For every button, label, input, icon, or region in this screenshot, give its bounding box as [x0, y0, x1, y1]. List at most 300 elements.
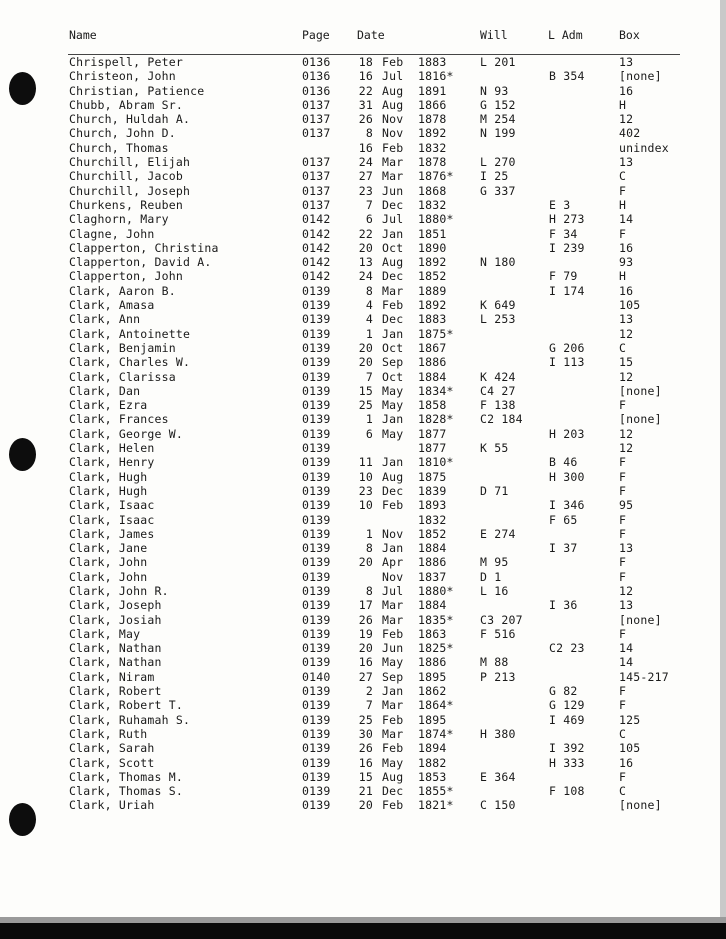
entry-page: 0139 [302, 569, 331, 584]
table-row [0, 227, 726, 241]
entry-name: Clark, Robert [69, 684, 162, 699]
entry-page: 0139 [302, 298, 331, 313]
table-row [0, 613, 726, 627]
table-row [0, 527, 726, 541]
entry-page: 0139 [302, 469, 331, 484]
entry-year: 1884 [418, 598, 447, 613]
entry-box: 13 [619, 155, 634, 170]
header-page: Page [302, 28, 330, 42]
entry-year: 1878 [418, 112, 447, 127]
entry-year: 1852 [418, 269, 447, 284]
entry-box: F [619, 512, 627, 527]
entry-month: Aug [382, 469, 404, 484]
entry-month: Jul [382, 212, 404, 227]
entry-page: 0137 [302, 169, 331, 184]
entry-day: 31 [358, 97, 373, 112]
entry-year: 1882 [418, 755, 447, 770]
entry-month: May [382, 426, 404, 441]
entry-day: 8 [365, 126, 373, 141]
entry-year: 1883 [418, 312, 447, 327]
entry-name: Churchill, Elijah [69, 155, 191, 170]
entry-name: Chrispell, Peter [69, 55, 183, 69]
entry-name: Clark, Aaron B. [69, 283, 176, 298]
table-row [0, 713, 726, 727]
entry-day: 20 [358, 798, 373, 813]
entry-l-adm: I 37 [549, 541, 578, 556]
table-row [0, 484, 726, 498]
table-row [0, 341, 726, 355]
table-row [0, 155, 726, 169]
entry-box: 16 [619, 283, 634, 298]
entry-month: Nov [382, 526, 404, 541]
entry-page: 0139 [302, 641, 331, 656]
entry-page: 0142 [302, 212, 331, 227]
entry-year: 1880* [418, 212, 454, 227]
entry-day: 10 [358, 469, 373, 484]
entry-l-adm: G 82 [549, 684, 578, 699]
entry-month: Jan [382, 455, 404, 470]
entry-l-adm: I 113 [549, 355, 585, 370]
entry-day: 22 [358, 83, 373, 98]
entry-month: Oct [382, 340, 404, 355]
entry-year: 1890 [418, 240, 447, 255]
entry-year: 1884 [418, 369, 447, 384]
entry-page: 0139 [302, 312, 331, 327]
entry-year: 1878 [418, 155, 447, 170]
entry-year: 1832 [418, 512, 447, 527]
entry-year: 1821* [418, 798, 454, 813]
entry-day: 16 [358, 140, 373, 155]
entry-page: 0139 [302, 326, 331, 341]
entry-l-adm: B 354 [549, 69, 585, 84]
entry-month: May [382, 655, 404, 670]
entry-day: 10 [358, 498, 373, 513]
entry-year: 1895 [418, 669, 447, 684]
entry-year: 1892 [418, 255, 447, 270]
entry-name: Churchill, Joseph [69, 183, 191, 198]
entry-day: 16 [358, 69, 373, 84]
entry-name: Clark, Charles W. [69, 355, 191, 370]
entry-month: Dec [382, 483, 404, 498]
entry-month: Mar [382, 155, 404, 170]
entry-box: 16 [619, 755, 634, 770]
entry-page: 0139 [302, 355, 331, 370]
entry-name: Clark, Antoinette [69, 326, 191, 341]
entry-year: 1810* [418, 455, 454, 470]
table-row [0, 770, 726, 784]
entry-will: M 95 [480, 555, 509, 570]
entry-will: L 253 [480, 312, 516, 327]
entry-page: 0139 [302, 283, 331, 298]
entry-name: Clark, John [69, 555, 148, 570]
entry-name: Clark, Clarissa [69, 369, 176, 384]
entry-box: [none] [619, 612, 662, 627]
entry-year: 1886 [418, 355, 447, 370]
entry-page: 0142 [302, 226, 331, 241]
table-row [0, 598, 726, 612]
table-row [0, 269, 726, 283]
entry-box: 14 [619, 641, 634, 656]
entry-year: 1891 [418, 83, 447, 98]
entry-box: F [619, 569, 627, 584]
entry-page: 0139 [302, 798, 331, 813]
entry-year: 1874* [418, 726, 454, 741]
entry-name: Clagne, John [69, 226, 155, 241]
table-row [0, 541, 726, 555]
entry-day: 27 [358, 169, 373, 184]
entry-box: 12 [619, 369, 634, 384]
entry-month: Mar [382, 283, 404, 298]
entry-will: N 199 [480, 126, 516, 141]
entry-will: L 16 [480, 583, 509, 598]
entry-page: 0137 [302, 183, 331, 198]
entry-name: Clark, George W. [69, 426, 183, 441]
entry-page: 0137 [302, 197, 331, 212]
entry-name: Claghorn, Mary [69, 212, 169, 227]
entry-year: 1875 [418, 469, 447, 484]
table-row [0, 112, 726, 126]
table-row [0, 98, 726, 112]
entry-page: 0139 [302, 655, 331, 670]
table-row [0, 584, 726, 598]
entry-page: 0136 [302, 83, 331, 98]
entry-day: 22 [358, 226, 373, 241]
entry-month: Aug [382, 255, 404, 270]
entry-l-adm: I 239 [549, 240, 585, 255]
entry-year: 1832 [418, 197, 447, 212]
entry-year: 1816* [418, 69, 454, 84]
entry-page: 0136 [302, 55, 331, 69]
entry-day: 4 [365, 298, 373, 313]
entry-year: 1877 [418, 426, 447, 441]
entry-will: G 337 [480, 183, 516, 198]
entry-l-adm: I 36 [549, 598, 578, 613]
table-row [0, 756, 726, 770]
entry-name: Clark, Scott [69, 755, 155, 770]
entry-box: F [619, 398, 627, 413]
table-row [0, 670, 726, 684]
entry-name: Clark, Dan [69, 383, 141, 398]
table-row [0, 513, 726, 527]
entry-box: 15 [619, 355, 634, 370]
table-row [0, 327, 726, 341]
entry-page: 0139 [302, 741, 331, 756]
entry-day: 20 [358, 340, 373, 355]
entry-page: 0139 [302, 698, 331, 713]
entry-page: 0139 [302, 383, 331, 398]
entry-month: May [382, 383, 404, 398]
entry-month: Aug [382, 97, 404, 112]
entry-month: Mar [382, 598, 404, 613]
table-row [0, 727, 726, 741]
entry-box: 402 [619, 126, 641, 141]
entry-name: Clapperton, David A. [69, 255, 212, 270]
entry-page: 0142 [302, 255, 331, 270]
entry-year: 1853 [418, 769, 447, 784]
entry-month: Jan [382, 541, 404, 556]
table-row [0, 141, 726, 155]
table-row [0, 284, 726, 298]
entry-year: 1839 [418, 483, 447, 498]
entry-name: Clark, Thomas M. [69, 769, 183, 784]
entry-month: Feb [382, 55, 404, 69]
entry-month: Apr [382, 555, 404, 570]
entry-page: 0139 [302, 684, 331, 699]
entry-month: Aug [382, 769, 404, 784]
entry-month: Jul [382, 69, 404, 84]
entry-day: 20 [358, 555, 373, 570]
entry-will: C3 207 [480, 612, 523, 627]
entry-box: 145-217 [619, 669, 669, 684]
entry-box: C [619, 169, 627, 184]
entry-will: L 270 [480, 155, 516, 170]
entry-day: 6 [365, 426, 373, 441]
entry-will: K 649 [480, 298, 516, 313]
entry-day: 20 [358, 641, 373, 656]
entry-name: Clark, Isaac [69, 512, 155, 527]
entry-day: 30 [358, 726, 373, 741]
entry-box: unindex [619, 140, 669, 155]
entry-box: 16 [619, 240, 634, 255]
entry-will: K 55 [480, 441, 509, 456]
entry-page: 0139 [302, 455, 331, 470]
entry-box: 105 [619, 298, 641, 313]
entry-name: Clark, Niram [69, 669, 155, 684]
table-row [0, 427, 726, 441]
entry-year: 1867 [418, 340, 447, 355]
table-row [0, 570, 726, 584]
entry-box: 105 [619, 741, 641, 756]
entry-year: 1868 [418, 183, 447, 198]
entry-name: Clark, Frances [69, 412, 169, 427]
table-row [0, 470, 726, 484]
entry-name: Clapperton, John [69, 269, 183, 284]
entry-page: 0139 [302, 340, 331, 355]
entry-day: 16 [358, 755, 373, 770]
entry-day: 19 [358, 626, 373, 641]
entry-will: D 1 [480, 569, 502, 584]
entry-month: Dec [382, 312, 404, 327]
entry-page: 0139 [302, 769, 331, 784]
entry-day: 20 [358, 240, 373, 255]
table-row [0, 241, 726, 255]
entry-page: 0139 [302, 626, 331, 641]
entry-month: Jan [382, 326, 404, 341]
entry-box: C [619, 784, 627, 799]
entry-page: 0139 [302, 755, 331, 770]
entry-will: M 254 [480, 112, 516, 127]
entry-box: 125 [619, 712, 641, 727]
table-row [0, 455, 726, 469]
entry-month: May [382, 755, 404, 770]
entry-day: 2 [365, 684, 373, 699]
entry-page: 0139 [302, 541, 331, 556]
entry-page: 0139 [302, 712, 331, 727]
entry-l-adm: I 469 [549, 712, 585, 727]
header-name: Name [69, 28, 97, 42]
table-row [0, 441, 726, 455]
entry-day: 25 [358, 398, 373, 413]
entry-year: 1880* [418, 583, 454, 598]
table-row [0, 126, 726, 140]
entry-box: F [619, 769, 627, 784]
entry-box: F [619, 226, 627, 241]
entry-page: 0139 [302, 498, 331, 513]
entry-month: Feb [382, 741, 404, 756]
entry-page: 0137 [302, 112, 331, 127]
entry-year: 1875* [418, 326, 454, 341]
entry-l-adm: C2 23 [549, 641, 585, 656]
table-row [0, 312, 726, 326]
entry-box: [none] [619, 383, 662, 398]
entry-day: 1 [365, 526, 373, 541]
entry-name: Clark, Hugh [69, 483, 148, 498]
entry-page: 0139 [302, 583, 331, 598]
entry-month: Sep [382, 669, 404, 684]
entry-will: C4 27 [480, 383, 516, 398]
entry-will: C 150 [480, 798, 516, 813]
entry-will: D 71 [480, 483, 509, 498]
entry-day: 1 [365, 326, 373, 341]
entry-year: 1864* [418, 698, 454, 713]
table-row [0, 698, 726, 712]
entry-will: C2 184 [480, 412, 523, 427]
entry-page: 0139 [302, 412, 331, 427]
entry-day: 17 [358, 598, 373, 613]
entry-name: Clark, Henry [69, 455, 155, 470]
entry-page: 0137 [302, 126, 331, 141]
entry-day: 7 [365, 698, 373, 713]
entry-box: F [619, 483, 627, 498]
entry-year: 1889 [418, 283, 447, 298]
entry-l-adm: I 346 [549, 498, 585, 513]
entry-name: Clark, Amasa [69, 298, 155, 313]
entry-name: Clark, Robert T. [69, 698, 183, 713]
entry-day: 27 [358, 669, 373, 684]
entry-day: 25 [358, 712, 373, 727]
entry-month: Mar [382, 726, 404, 741]
entry-box: 12 [619, 583, 634, 598]
entry-name: Clark, Ann [69, 312, 141, 327]
entry-name: Clark, Jane [69, 541, 148, 556]
entry-name: Church, Thomas [69, 140, 169, 155]
entry-box: F [619, 698, 627, 713]
entry-name: Church, Huldah A. [69, 112, 191, 127]
entry-page: 0139 [302, 555, 331, 570]
entry-box: F [619, 626, 627, 641]
table-row [0, 627, 726, 641]
table-row [0, 412, 726, 426]
entry-page: 0139 [302, 612, 331, 627]
entry-page: 0137 [302, 97, 331, 112]
entry-month: Feb [382, 298, 404, 313]
table-row [0, 798, 726, 812]
entry-month: Sep [382, 355, 404, 370]
entry-page: 0139 [302, 369, 331, 384]
entry-name: Church, John D. [69, 126, 176, 141]
table-row [0, 370, 726, 384]
entry-year: 1828* [418, 412, 454, 427]
entry-month: Jan [382, 412, 404, 427]
entry-l-adm: F 108 [549, 784, 585, 799]
entry-name: Clark, Ezra [69, 398, 148, 413]
entry-day: 4 [365, 312, 373, 327]
entry-day: 15 [358, 769, 373, 784]
entry-box: F [619, 469, 627, 484]
entry-year: 1895 [418, 712, 447, 727]
entry-month: Feb [382, 498, 404, 513]
table-row [0, 298, 726, 312]
entry-day: 18 [358, 55, 373, 69]
entry-day: 26 [358, 741, 373, 756]
table-row [0, 212, 726, 226]
entry-month: Jan [382, 226, 404, 241]
entry-will: L 201 [480, 55, 516, 69]
entry-will: G 152 [480, 97, 516, 112]
entry-year: 1825* [418, 641, 454, 656]
entry-name: Clark, Hugh [69, 469, 148, 484]
entry-month: Nov [382, 112, 404, 127]
table-row [0, 355, 726, 369]
entry-name: Clark, Ruth [69, 726, 148, 741]
entry-name: Clark, Isaac [69, 498, 155, 513]
entry-day: 8 [365, 541, 373, 556]
table-row [0, 198, 726, 212]
entry-l-adm: G 129 [549, 698, 585, 713]
entry-page: 0136 [302, 69, 331, 84]
entry-box: 14 [619, 655, 634, 670]
entry-year: 1883 [418, 55, 447, 69]
entry-box: 13 [619, 55, 634, 69]
entry-box: 12 [619, 326, 634, 341]
entry-box: 12 [619, 112, 634, 127]
entry-year: 1877 [418, 441, 447, 456]
entry-month: Jun [382, 183, 404, 198]
entry-year: 1858 [418, 398, 447, 413]
entry-year: 1886 [418, 555, 447, 570]
entry-year: 1832 [418, 140, 447, 155]
table-row [0, 255, 726, 269]
entry-year: 1886 [418, 655, 447, 670]
entry-box: 14 [619, 212, 634, 227]
entry-box: F [619, 555, 627, 570]
entry-name: Clark, Joseph [69, 598, 162, 613]
entry-page: 0137 [302, 155, 331, 170]
entry-year: 1835* [418, 612, 454, 627]
header-date: Date [357, 28, 385, 42]
entry-day: 7 [365, 369, 373, 384]
entry-l-adm: B 46 [549, 455, 578, 470]
entry-page: 0139 [302, 784, 331, 799]
entry-month: Jul [382, 583, 404, 598]
entry-name: Clark, John R. [69, 583, 169, 598]
entry-month: Mar [382, 698, 404, 713]
entry-box: 13 [619, 598, 634, 613]
entry-month: Mar [382, 169, 404, 184]
entry-l-adm: E 3 [549, 197, 571, 212]
entry-year: 1866 [418, 97, 447, 112]
entry-name: Clark, Josiah [69, 612, 162, 627]
entry-l-adm: G 206 [549, 340, 585, 355]
entry-name: Clark, Nathan [69, 641, 162, 656]
entry-month: Aug [382, 83, 404, 98]
table-row [0, 641, 726, 655]
entry-name: Clark, Nathan [69, 655, 162, 670]
entry-day: 7 [365, 197, 373, 212]
entry-name: Clark, Thomas S. [69, 784, 183, 799]
table-row [0, 655, 726, 669]
entry-day: 11 [358, 455, 373, 470]
